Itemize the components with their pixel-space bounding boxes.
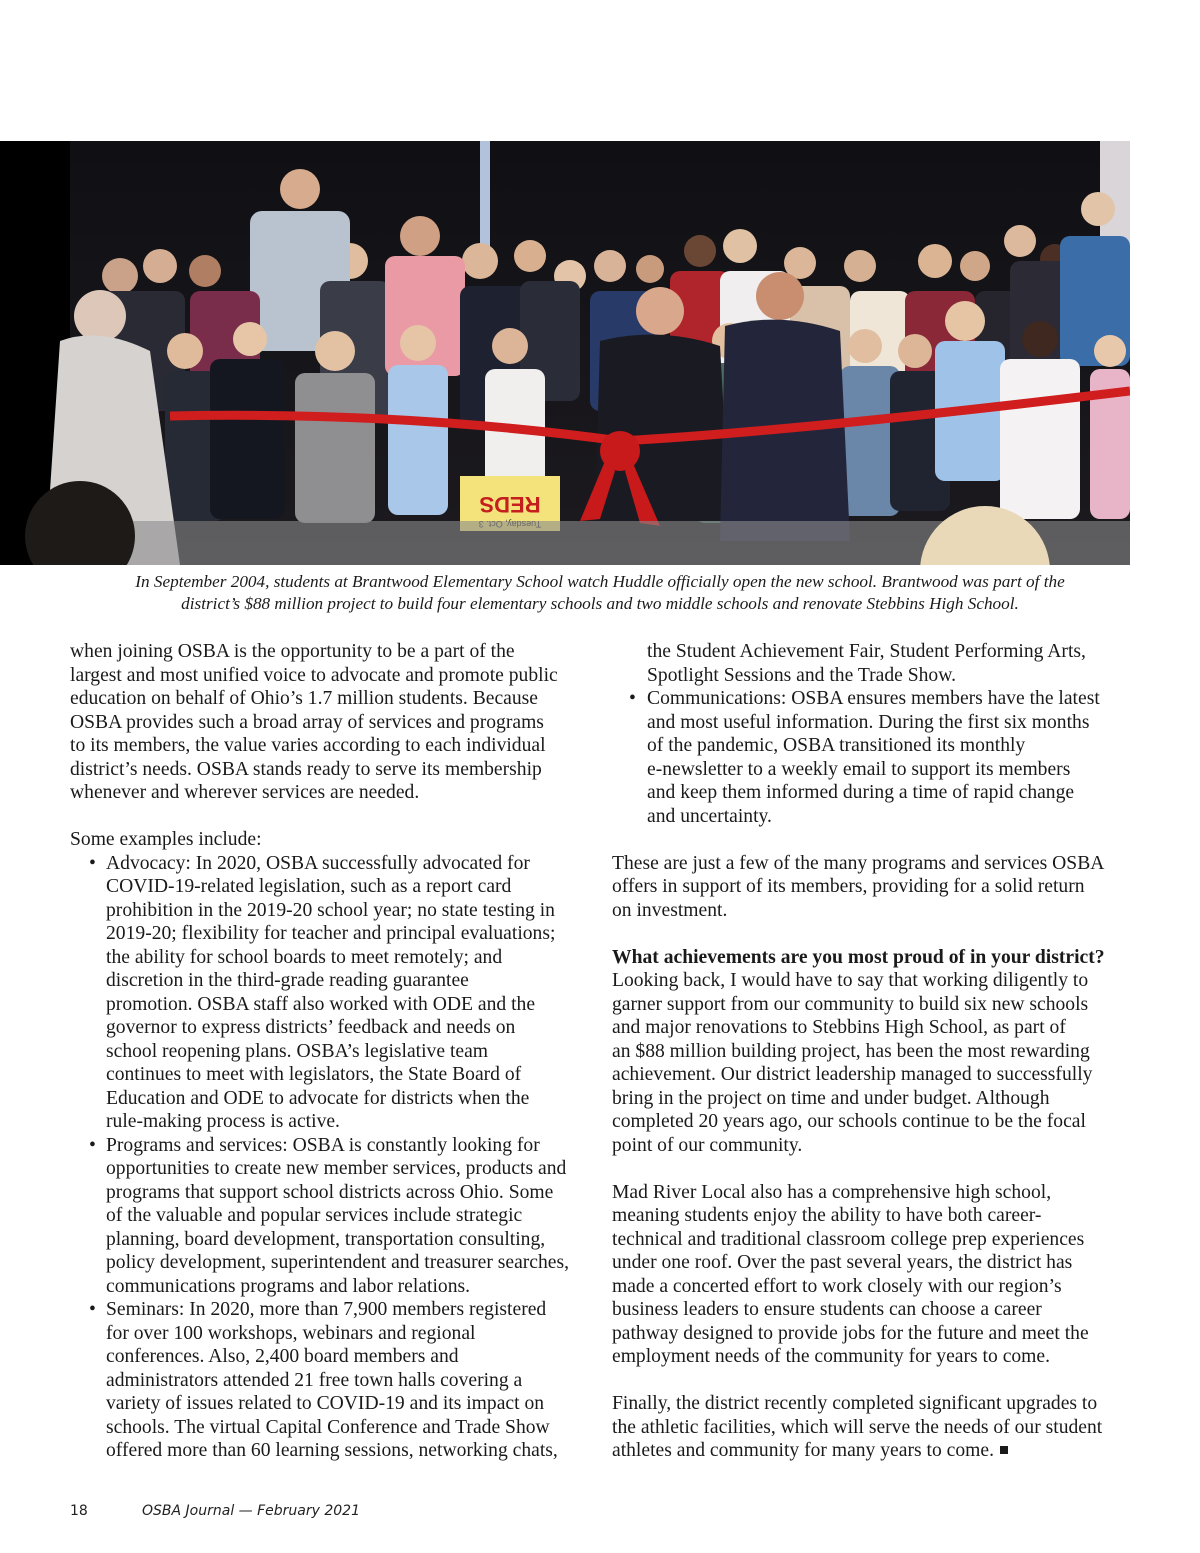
text-line: on investment. (612, 899, 728, 921)
text-line: athletes and community for many years to come. (612, 1440, 994, 1461)
page-number: 18 (70, 1503, 88, 1519)
text-line: Looking back, I would have to say that working diligently to (612, 970, 1089, 991)
text-line: employment needs of the community for years to come. (612, 1346, 1051, 1367)
text-line: administrators attended 21 free town halls covering a (106, 1369, 523, 1391)
text-line: and major renovations to Stebbins High School, as part of (612, 1017, 1066, 1038)
examples-heading: Some examples include: (70, 829, 262, 850)
text-line-last (612, 1439, 1137, 1463)
text-line: district’s needs. OSBA stands ready to serve its membership (70, 758, 542, 780)
text-line: achievement. Our district leadership managed to successfully (612, 1064, 1093, 1085)
text-line: and uncertainty. (647, 805, 772, 827)
bullet-communications (612, 687, 1137, 828)
bullet-dot: • (89, 1134, 96, 1156)
text-line: and keep them informed during a time of rapid change (647, 782, 1075, 803)
bullet-advocacy (70, 852, 590, 1134)
end-of-article-square-icon (1000, 1446, 1008, 1454)
text-line: COVID-19-related legislation, such as a report card (106, 876, 512, 897)
text-line: policy development, superintendent and treasurer searches, (106, 1252, 569, 1273)
text-line: offers in support of its members, providing for a solid return (612, 876, 1085, 897)
text-line: point of our community. (612, 1134, 803, 1156)
text-line: Advocacy: In 2020, OSBA successfully advocated for (106, 852, 530, 874)
text-line: school reopening plans. OSBA’s legislative team (106, 1040, 489, 1062)
text-line: Seminars: In 2020, more than 7,900 members registered (106, 1299, 547, 1320)
text-line: offered more than 60 learning sessions, networking chats, (106, 1440, 558, 1461)
text-line: These are just a few of the many programs and services OSBA (612, 852, 1105, 874)
text-line: variety of issues related to COVID-19 and its impact on (106, 1393, 545, 1414)
light-beam (480, 141, 490, 261)
final-paragraph (612, 1392, 1137, 1463)
interview-question: What achievements are you most proud of in your district? (612, 946, 1105, 968)
text-line: the ability for school boards to meet remotely; and (106, 946, 503, 968)
text-line: Communications: OSBA ensures members have the latest (647, 688, 1100, 709)
text-line: when joining OSBA is the opportunity to be a part of the (70, 641, 515, 662)
text-line: meaning students enjoy the ability to have both career- (612, 1205, 1042, 1226)
text-line: conferences. Also, 2,400 board members and (106, 1346, 459, 1367)
text-line: completed 20 years ago, our schools continue to be the focal (612, 1111, 1086, 1132)
text-line: schools. The virtual Capital Conference and Trade Show (106, 1416, 550, 1438)
caption-line: In September 2004, students at Brantwood Elementary School watch Huddle officially open the new school. Brantwood was part of the (135, 572, 1065, 591)
text-line: the athletic facilities, which will serve the needs of our student (612, 1416, 1103, 1438)
text-line: business leaders to ensure students can choose a career (612, 1299, 1042, 1320)
publication-name: OSBA Journal — February 2021 (142, 1503, 360, 1519)
left-column (70, 640, 590, 1463)
text-line: Finally, the district recently completed significant upgrades to (612, 1393, 1098, 1414)
text-line: under one roof. Over the past several years, the district has (612, 1252, 1073, 1273)
bullet-dot: • (629, 688, 636, 709)
text-line: continues to meet with legislators, the State Board of (106, 1064, 522, 1085)
text-line: Education and ODE to advocate for districts when the (106, 1087, 530, 1109)
text-line: bring in the project on time and under budget. Although (612, 1087, 1050, 1109)
caption-line: district’s $88 million project to build four elementary schools and two middle schools and renovate Stebbins High School. (181, 594, 1019, 613)
bullet-dot: • (89, 1299, 96, 1320)
summary-paragraph (612, 852, 1137, 923)
answer-paragraph (612, 969, 1137, 1157)
ribbon-cutting-photo (0, 141, 1130, 565)
text-line: Programs and services: OSBA is constantly looking for (106, 1134, 540, 1156)
text-line: to its members, the value varies according to each individual (70, 735, 546, 756)
bullet-dot: • (89, 852, 96, 874)
text-line: prohibition in the 2019-20 school year; no state testing in (106, 899, 555, 921)
text-line: whenever and wherever services are needed. (70, 782, 420, 803)
text-line: education on behalf of Ohio’s 1.7 million students. Because (70, 688, 538, 709)
photo-caption (70, 571, 1130, 615)
text-line: Spotlight Sessions and the Trade Show. (647, 664, 956, 686)
photo-illustration (0, 141, 1130, 565)
bullet-seminars (70, 1298, 590, 1463)
text-line: discretion in the third-grade reading guarantee (106, 970, 469, 991)
text-line: of the pandemic, OSBA transitioned its monthly (647, 735, 1026, 756)
text-line: of the valuable and popular services include strategic (106, 1205, 523, 1226)
text-line: communications programs and labor relations. (106, 1275, 471, 1297)
text-line: e-newsletter to a weekly email to support its members (647, 758, 1071, 780)
text-line: OSBA provides such a broad array of services and programs (70, 711, 544, 733)
text-line: Mad River Local also has a comprehensive high school, (612, 1181, 1052, 1203)
bullet-programs-services (70, 1134, 590, 1299)
text-line: planning, board development, transportation consulting, (106, 1228, 546, 1250)
text-line: promotion. OSBA staff also worked with ODE and the (106, 993, 536, 1015)
page-footer (70, 1503, 360, 1519)
text-line: opportunities to create new member services, products and (106, 1158, 567, 1179)
mad-river-paragraph (612, 1181, 1137, 1369)
right-column (612, 640, 1137, 1463)
text-line: for over 100 workshops, webinars and regional (106, 1322, 476, 1344)
text-line: the Student Achievement Fair, Student Performing Arts, (647, 641, 1086, 662)
text-line: programs that support school districts across Ohio. Some (106, 1181, 554, 1203)
text-line: and most useful information. During the first six months (647, 711, 1090, 733)
text-line: governor to express districts’ feedback and needs on (106, 1017, 516, 1038)
text-line: largest and most unified voice to advocate and promote public (70, 664, 558, 686)
text-line: pathway designed to provide jobs for the future and meet the (612, 1322, 1089, 1344)
text-line: 2019-20; flexibility for teacher and principal evaluations; (106, 923, 556, 944)
text-line: made a concerted effort to work closely with our region’s (612, 1275, 1062, 1297)
text-line: rule-making process is active. (106, 1111, 340, 1132)
text-line: an $88 million building project, has been the most rewarding (612, 1040, 1090, 1062)
text-line: garner support from our community to build six new schools (612, 993, 1089, 1015)
banner-text: REDS (479, 492, 541, 517)
text-line: technical and traditional classroom college prep experiences (612, 1228, 1085, 1250)
intro-paragraph (70, 640, 590, 805)
bullet-seminars-continued (612, 640, 1137, 687)
